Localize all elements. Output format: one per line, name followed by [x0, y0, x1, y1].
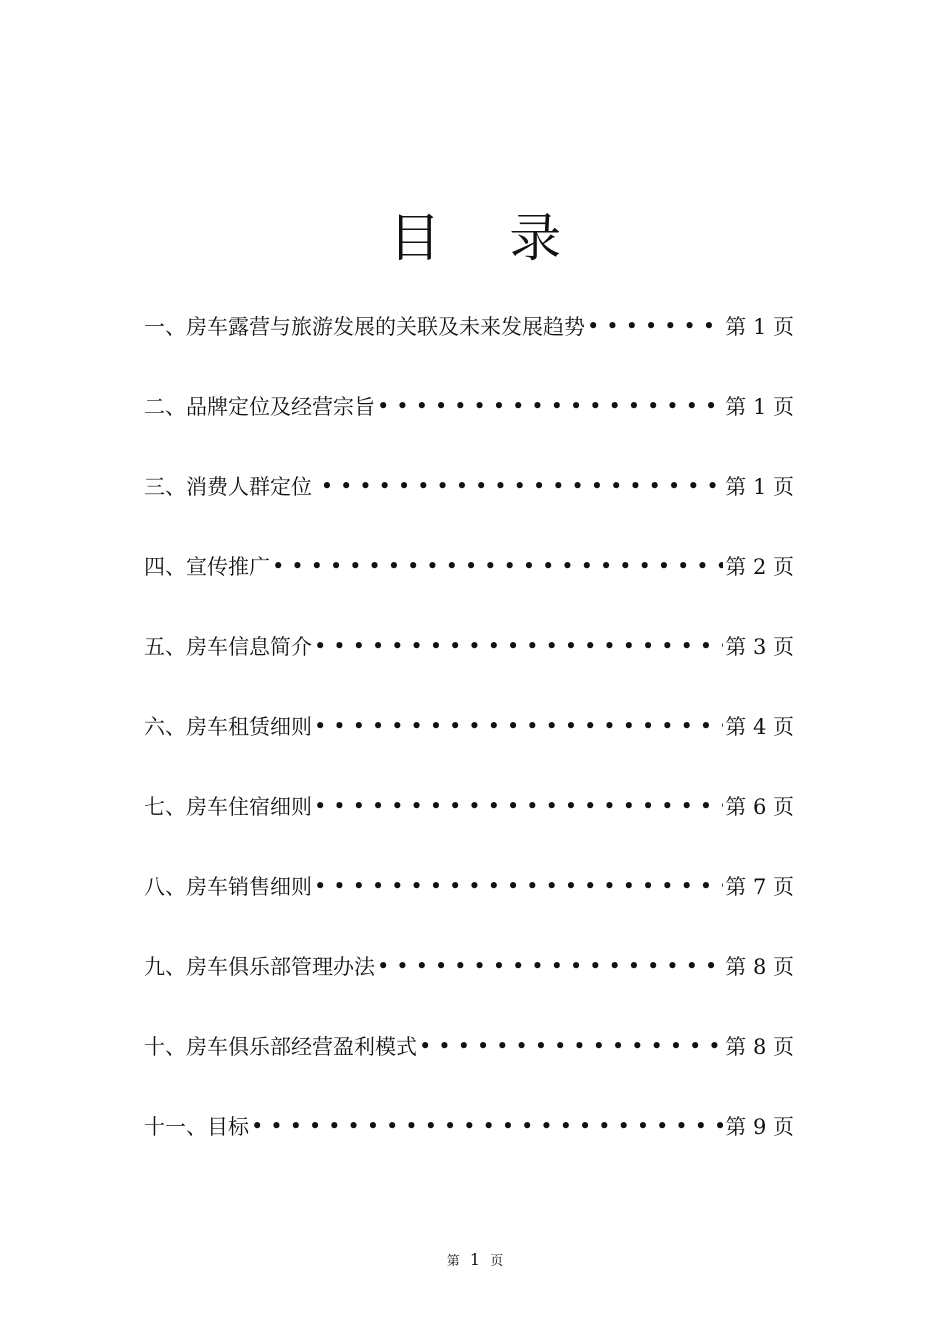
footer-suffix: 页 [490, 1254, 504, 1269]
toc-entry[interactable] [144, 1106, 794, 1146]
footer-prefix: 第 [446, 1254, 460, 1269]
page-title: 目 录 [388, 208, 588, 269]
toc-entry[interactable] [144, 466, 794, 506]
toc-entry-label: 十一、目标 [144, 1115, 249, 1139]
dot-leader [419, 1026, 723, 1066]
toc-entry[interactable] [144, 1026, 794, 1066]
dot-leader [314, 626, 723, 666]
table-of-contents [144, 306, 794, 1186]
toc-entry-label: 七、房车住宿细则 [144, 795, 312, 819]
toc-entry-label: 二、品牌定位及经营宗旨 [144, 395, 375, 419]
toc-entry-page: 第 2 页 [725, 555, 794, 579]
dot-leader [314, 866, 723, 906]
toc-entry-page: 第 6 页 [725, 795, 794, 819]
dot-leader [314, 786, 723, 826]
toc-entry-label: 九、房车俱乐部管理办法 [144, 955, 375, 979]
dot-leader [272, 546, 723, 586]
toc-entry-label: 一、房车露营与旅游发展的关联及未来发展趋势 [144, 315, 585, 339]
dot-leader [251, 1106, 723, 1146]
toc-entry[interactable] [144, 946, 794, 986]
toc-entry-page: 第 4 页 [725, 715, 794, 739]
toc-entry-label: 五、房车信息简介 [144, 635, 312, 659]
footer-page-number: 1 [469, 1250, 481, 1269]
toc-entry-page: 第 9 页 [725, 1115, 794, 1139]
toc-entry[interactable] [144, 706, 794, 746]
toc-entry-page: 第 8 页 [725, 1035, 794, 1059]
toc-entry-page: 第 1 页 [725, 395, 794, 419]
toc-entry-label: 三、消费人群定位 [144, 475, 319, 499]
toc-entry-label: 八、房车销售细则 [144, 875, 312, 899]
toc-entry-label: 六、房车租赁细则 [144, 715, 312, 739]
toc-entry-label: 四、宣传推广 [144, 555, 270, 579]
toc-entry[interactable] [144, 306, 794, 346]
toc-entry[interactable] [144, 626, 794, 666]
toc-entry[interactable] [144, 386, 794, 426]
dot-leader [377, 386, 723, 426]
toc-entry-page: 第 1 页 [725, 475, 794, 499]
dot-leader [321, 466, 724, 506]
toc-entry[interactable] [144, 786, 794, 826]
toc-entry-label: 十、房车俱乐部经营盈利模式 [144, 1035, 417, 1059]
dot-leader [377, 946, 723, 986]
toc-entry-page: 第 1 页 [725, 315, 794, 339]
dot-leader [587, 306, 723, 346]
toc-entry[interactable] [144, 866, 794, 906]
page-footer [0, 1248, 950, 1274]
dot-leader [314, 706, 723, 746]
toc-entry[interactable] [144, 546, 794, 586]
toc-entry-page: 第 3 页 [725, 635, 794, 659]
toc-entry-page: 第 8 页 [725, 955, 794, 979]
toc-entry-page: 第 7 页 [725, 875, 794, 899]
